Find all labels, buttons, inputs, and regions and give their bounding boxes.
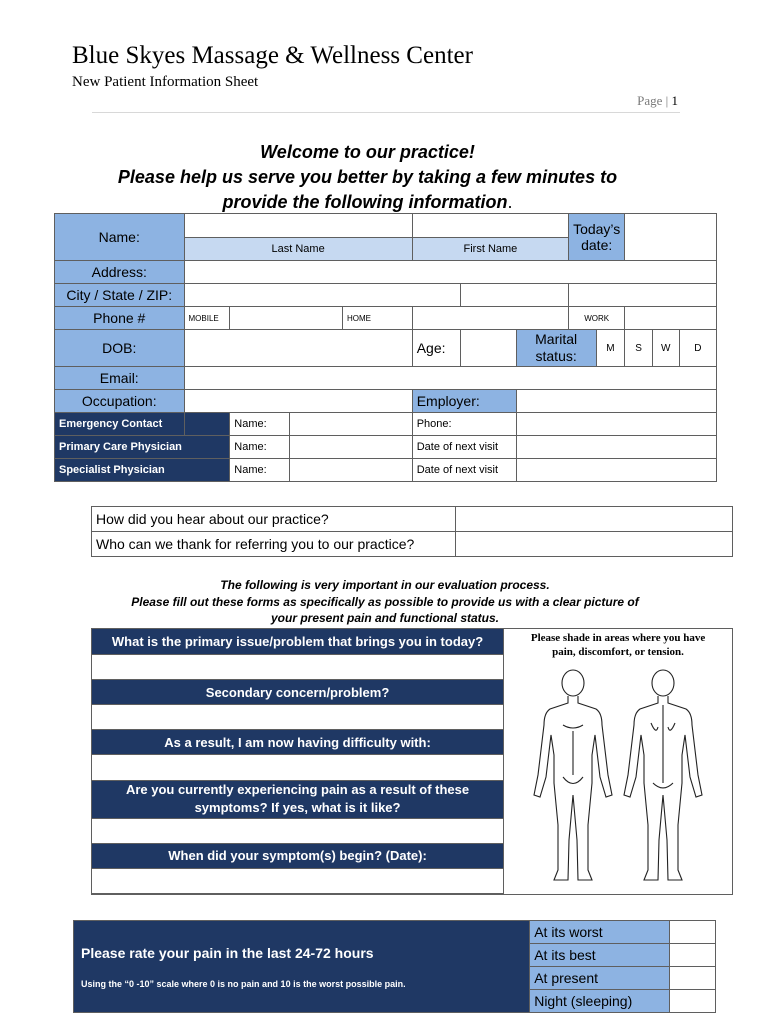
pain-present-field[interactable] xyxy=(670,967,716,990)
primary-issue-question: What is the primary issue/problem that brings you in today? xyxy=(92,629,504,655)
pain-row-worst: At its worst xyxy=(530,921,670,944)
marital-status-label: Marital status: xyxy=(516,330,596,367)
emergency-phone-field[interactable] xyxy=(516,413,716,436)
pcp-name-field[interactable] xyxy=(289,436,412,459)
first-name-field[interactable] xyxy=(412,214,568,238)
patient-info-table xyxy=(54,213,717,482)
name-label: Name: xyxy=(55,214,185,261)
specialist-next-visit-field[interactable] xyxy=(516,459,716,482)
pain-row-best: At its best xyxy=(530,944,670,967)
email-label: Email: xyxy=(55,367,185,390)
form-subtitle: New Patient Information Sheet xyxy=(72,74,259,90)
pain-rating-table xyxy=(73,920,716,1013)
marital-option-s[interactable]: S xyxy=(625,330,653,367)
body-note-line-1: Please shade in areas where you have xyxy=(530,632,706,644)
pain-question-line-2: symptoms? If yes, what is it like? xyxy=(194,800,401,816)
center-title: Blue Skyes Massage & Wellness Center xyxy=(72,42,473,69)
pain-scale-instruction: Using the “0 -10” scale where 0 is no pain and 10 is the worst possible pain. xyxy=(81,978,406,989)
difficulty-answer[interactable] xyxy=(92,755,504,780)
emergency-phone-label: Phone: xyxy=(412,413,516,436)
pain-rating-prompt xyxy=(74,921,530,1013)
city-state-zip-label: City / State / ZIP: xyxy=(55,284,185,307)
page-separator: | xyxy=(662,93,672,108)
pcp-next-visit-field[interactable] xyxy=(516,436,716,459)
employer-label: Employer: xyxy=(412,390,516,413)
pcp-name-label: Name: xyxy=(230,436,289,459)
secondary-concern-question: Secondary concern/problem? xyxy=(92,680,504,705)
mobile-phone-field[interactable] xyxy=(230,307,343,330)
email-field[interactable] xyxy=(184,367,717,390)
symptom-start-question: When did your symptom(s) begin? (Date): xyxy=(92,843,504,868)
city-field[interactable] xyxy=(184,284,460,307)
evaluation-note xyxy=(60,577,710,627)
primary-issue-answer[interactable] xyxy=(92,655,504,680)
last-name-field[interactable] xyxy=(184,214,412,238)
specialist-next-visit-label: Date of next visit xyxy=(412,459,516,482)
secondary-concern-answer[interactable] xyxy=(92,705,504,730)
mobile-caption: MOBILE xyxy=(184,307,230,330)
emergency-contact-label: Emergency Contact xyxy=(55,413,185,436)
note-line-2: Please fill out these forms as specifically as possible to provide us with a clear picture of xyxy=(131,594,639,609)
welcome-line-2: Please help us serve you better by taking a few minutes to xyxy=(117,167,618,187)
state-field[interactable] xyxy=(460,284,569,307)
marital-option-d[interactable]: D xyxy=(679,330,716,367)
zip-field[interactable] xyxy=(569,284,717,307)
occupation-field[interactable] xyxy=(184,390,412,413)
welcome-message xyxy=(60,140,675,215)
specialist-name-label: Name: xyxy=(230,459,289,482)
body-outline-icon xyxy=(518,665,718,890)
pain-row-present: At present xyxy=(530,967,670,990)
pain-row-night: Night (sleeping) xyxy=(530,990,670,1013)
age-label: Age: xyxy=(412,330,460,367)
todays-date-field[interactable] xyxy=(625,214,717,261)
header-divider xyxy=(92,112,680,113)
page-label: Page xyxy=(637,93,663,108)
specialist-label: Specialist Physician xyxy=(55,459,230,482)
referral-table xyxy=(91,506,733,557)
address-field[interactable] xyxy=(184,261,717,284)
difficulty-question: As a result, I am now having difficulty with: xyxy=(92,730,504,755)
pain-worst-field[interactable] xyxy=(670,921,716,944)
note-line-1: The following is very important in our evaluation process. xyxy=(220,578,550,592)
occupation-label: Occupation: xyxy=(55,390,185,413)
pain-question-line-1: Are you currently experiencing pain as a result of these xyxy=(125,782,470,798)
referral-answer-2[interactable] xyxy=(456,532,733,557)
employer-field[interactable] xyxy=(516,390,716,413)
first-name-caption: First Name xyxy=(412,238,568,261)
symptom-start-answer[interactable] xyxy=(92,868,504,893)
last-name-caption: Last Name xyxy=(184,238,412,261)
marital-option-m[interactable]: M xyxy=(596,330,625,367)
pcp-next-visit-label: Date of next visit xyxy=(412,436,516,459)
page-number-value: 1 xyxy=(671,93,678,108)
welcome-line-3-period: . xyxy=(507,192,513,212)
specialist-name-field[interactable] xyxy=(289,459,412,482)
emergency-name-label: Name: xyxy=(230,413,289,436)
note-line-3: your present pain and functional status. xyxy=(270,611,500,625)
referral-question-2: Who can we thank for referring you to our practice? xyxy=(92,532,456,557)
pain-description-question xyxy=(92,780,504,818)
address-label: Address: xyxy=(55,261,185,284)
primary-care-label: Primary Care Physician xyxy=(55,436,230,459)
symptom-table xyxy=(91,628,733,895)
emergency-name-field[interactable] xyxy=(289,413,412,436)
welcome-line-3 xyxy=(60,190,675,215)
work-caption: WORK xyxy=(569,307,625,330)
body-note-line-2: pain, discomfort, or tension. xyxy=(552,646,684,658)
referral-answer-1[interactable] xyxy=(456,507,733,532)
home-caption: HOME xyxy=(342,307,412,330)
welcome-line-1: Welcome to our practice! xyxy=(260,142,475,162)
home-phone-field[interactable] xyxy=(412,307,568,330)
page-number xyxy=(637,93,678,109)
age-field[interactable] xyxy=(460,330,516,367)
todays-date-label: Today’s date: xyxy=(569,214,625,261)
pain-night-field[interactable] xyxy=(670,990,716,1013)
marital-option-w[interactable]: W xyxy=(652,330,679,367)
welcome-line-3-text: provide the following information xyxy=(222,192,508,212)
work-phone-field[interactable] xyxy=(625,307,717,330)
pain-rating-title: Please rate your pain in the last 24-72 hours xyxy=(81,944,374,961)
phone-label: Phone # xyxy=(55,307,185,330)
referral-question-1: How did you hear about our practice? xyxy=(92,507,456,532)
body-diagram-cell[interactable] xyxy=(504,629,733,895)
pain-description-answer[interactable] xyxy=(92,818,504,843)
dob-label: DOB: xyxy=(55,330,185,367)
dob-field[interactable] xyxy=(184,330,412,367)
pain-best-field[interactable] xyxy=(670,944,716,967)
